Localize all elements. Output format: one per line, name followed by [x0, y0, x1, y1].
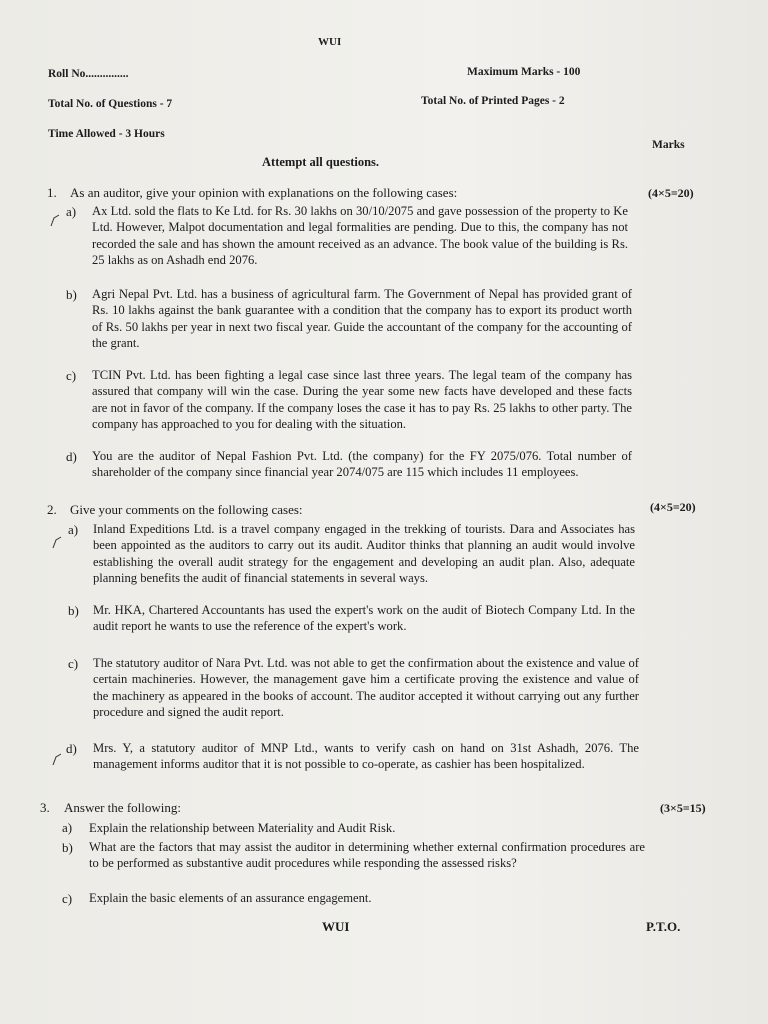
instruction: Attempt all questions.: [262, 155, 380, 169]
printed-pages: Total No. of Printed Pages - 2: [421, 95, 565, 107]
question-2b-text: Mr. HKA, Chartered Accountants has used the expert's work on the audit of Biotech Company Ltd. In the audit report he wants to use the reference of the expert's work.: [93, 603, 635, 634]
question-3c-text: Explain the basic elements of an assurance engagement.: [89, 891, 372, 905]
question-1-number: 1.: [47, 185, 57, 200]
question-2c-label: c): [68, 656, 79, 671]
question-1b-label: b): [66, 287, 77, 302]
question-1c-text: TCIN Pvt. Ltd. has been fighting a legal case since last three years. The legal team of the company has assured that company will win the case. During the year some new facts have developed and these facts are not in favor of the company. If the company loses the case it has to pay Rs. 25 lakhs to other party. The company has approached to you for dealing with the situation.: [92, 368, 632, 431]
question-3-text: Answer the following:: [64, 800, 181, 815]
question-1d-label: d): [66, 449, 77, 464]
question-1-text: As an auditor, give your opinion with explanations on the following cases:: [70, 185, 458, 200]
marks-column-label: Marks: [652, 139, 685, 151]
question-2-marks: (4×5=20): [650, 500, 696, 514]
question-3c-label: c): [62, 891, 73, 906]
total-questions: Total No. of Questions - 7: [48, 98, 173, 110]
question-1a-label: a): [66, 204, 77, 219]
question-2d-label: d): [66, 741, 77, 756]
time-allowed: Time Allowed - 3 Hours: [48, 128, 165, 140]
question-2c-text: The statutory auditor of Nara Pvt. Ltd. was not able to get the confirmation about the existence and value of certain machineries. However, the management gave him a certificate proving the existence and value of the machinery as appeared in the books of account. The auditor accepted it without carrying out any further procedure and signed the audit report.: [93, 656, 639, 719]
handwritten-tick-icon: [52, 753, 62, 767]
question-3-number: 3.: [40, 800, 50, 815]
question-1b-text: Agri Nepal Pvt. Ltd. has a business of agricultural farm. The Government of Nepal has provided grant of Rs. 10 lakhs against the bank guarantee with a condition that the company has to export its product worth of Rs. 50 lakhs per year in next two fiscal year. Guide the accountant of the company for the accounting of the grant.: [92, 287, 632, 350]
pto-label: P.T.O.: [646, 919, 681, 934]
handwritten-tick-icon: [52, 536, 62, 550]
roll-number: Roll No...............: [48, 68, 129, 80]
question-1c-label: c): [66, 368, 77, 383]
question-2-text: Give your comments on the following cases:: [70, 502, 303, 517]
question-1d-text: You are the auditor of Nepal Fashion Pvt. Ltd. (the company) for the FY 2075/076. Total number of shareholder of the company since financial year 2074/075 are 115 which includes 11 employees.: [92, 449, 632, 480]
question-2-number: 2.: [47, 502, 57, 517]
question-2b-label: b): [68, 603, 79, 618]
question-3a-text: Explain the relationship between Materiality and Audit Risk.: [89, 821, 396, 835]
question-3b-label: b): [62, 840, 73, 855]
question-1-marks: (4×5=20): [648, 186, 694, 200]
handwritten-tick-icon: [50, 214, 60, 228]
question-1a-text: Ax Ltd. sold the flats to Ke Ltd. for Rs. 30 lakhs on 30/10/2075 and gave possession of the property to Ke Ltd. However, Malpot documentation and legal formalities are pending. Due to this, the company has not recorded the sale and has shown the amount received as an advance. The book value of the building is Rs. 25 lakhs as on Ashadh end 2076.: [92, 204, 628, 267]
question-3b-text: What are the factors that may assist the auditor in determining whether external confirmation procedures are to be performed as substantive audit procedures while responding the assessed risks?: [89, 840, 645, 871]
top-code: WUI: [318, 36, 342, 48]
question-3a-label: a): [62, 820, 73, 835]
question-3-marks: (3×5=15): [660, 801, 706, 815]
question-2a-text: Inland Expeditions Ltd. is a travel company engaged in the trekking of tourists. Dara and Associates has been appointed as the auditors to carry out its audit. Auditor thinks that planning an audit would involve establishing the overall audit strategy for the engagement and developing an audit plan. Also, adequate planning benefits the audit of financial statements in several ways.: [93, 522, 635, 585]
question-2a-label: a): [68, 522, 79, 537]
footer-code: WUI: [322, 919, 350, 934]
maximum-marks: Maximum Marks - 100: [467, 66, 581, 78]
question-2d-text: Mrs. Y, a statutory auditor of MNP Ltd., wants to verify cash on hand on 31st Ashadh, 2076. The management informs auditor that it is not possible to co-operate, as cashier has been hospitalized.: [93, 741, 639, 772]
